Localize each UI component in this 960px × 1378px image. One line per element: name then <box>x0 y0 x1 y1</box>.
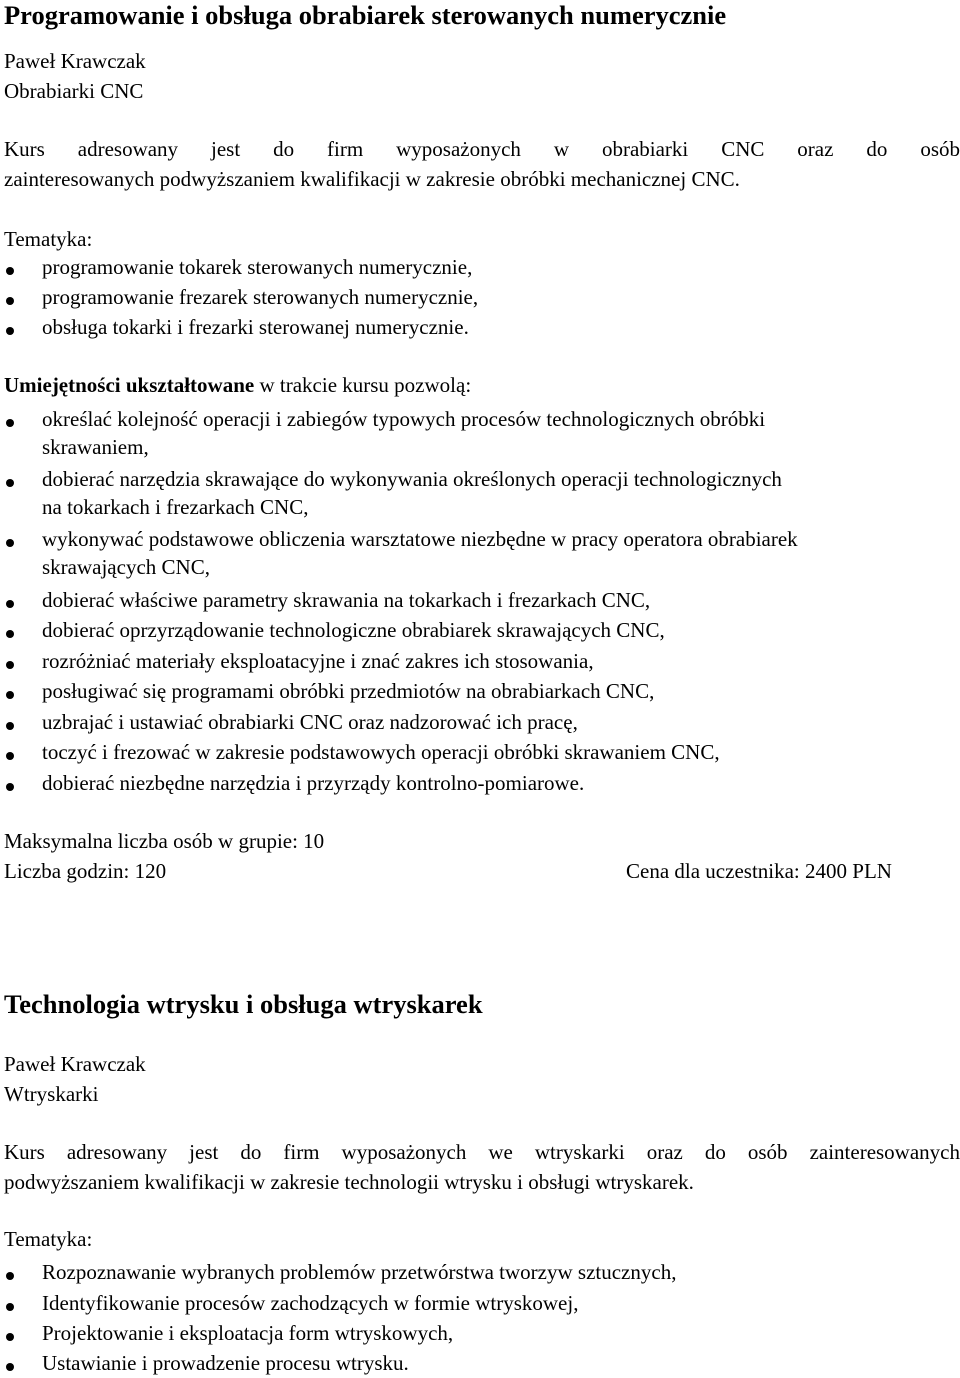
list-item: dobierać oprzyrządowanie technologiczne obrabiarek skrawających CNC, <box>42 618 665 642</box>
course1-skills-label <box>4 370 471 400</box>
bullet-icon <box>6 297 14 305</box>
bullet-icon <box>6 1333 14 1341</box>
list-item: programowanie frezarek sterowanych numerycznie, <box>42 285 479 309</box>
bullet-icon <box>6 783 14 791</box>
course2-category: Wtryskarki <box>4 1082 99 1106</box>
course2-title: Technologia wtrysku i obsługa wtryskarek <box>4 989 483 1019</box>
list-item: Projektowanie i eksploatacja form wtryskowych, <box>42 1321 454 1345</box>
course1-title: Programowanie i obsługa obrabiarek sterowanych numerycznie <box>4 0 727 30</box>
list-item: Identyfikowanie procesów zachodzących w formie wtryskowej, <box>42 1291 579 1315</box>
course1-max-group: Maksymalna liczba osób w grupie: 10 <box>4 829 325 853</box>
list-item: toczyć i frezować w zakresie podstawowych operacji obróbki skrawaniem CNC, <box>42 740 720 764</box>
bullet-icon <box>6 691 14 699</box>
list-item-continuation: skrawających CNC, <box>42 555 210 579</box>
list-item: dobierać niezbędne narzędzia i przyrządy kontrolno-pomiarowe. <box>42 771 585 795</box>
skills-label-rest: w trakcie kursu pozwolą: <box>254 373 472 397</box>
list-item: programowanie tokarek sterowanych numerycznie, <box>42 255 473 279</box>
list-item-continuation: na tokarkach i frezarkach CNC, <box>42 495 309 519</box>
bullet-icon <box>6 600 14 608</box>
course1-description-line: zainteresowanych podwyższaniem kwalifikacji w zakresie obróbki mechanicznej CNC. <box>4 167 740 191</box>
list-item: dobierać właściwe parametry skrawania na tokarkach i frezarkach CNC, <box>42 588 651 612</box>
bullet-icon <box>6 1303 14 1311</box>
bullet-icon <box>6 327 14 335</box>
list-item: posługiwać się programami obróbki przedmiotów na obrabiarkach CNC, <box>42 679 655 703</box>
course2-author: Paweł Krawczak <box>4 1052 146 1076</box>
list-item: rozróżniać materiały eksploatacyjne i znać zakres ich stosowania, <box>42 649 594 673</box>
course2-description-line: Kurs adresowany jest do firm wyposażonych we wtryskarki oraz do osób zainteresowanych <box>4 1140 960 1164</box>
list-item-continuation: skrawaniem, <box>42 435 149 459</box>
course1-category: Obrabiarki CNC <box>4 79 144 103</box>
list-item: dobierać narzędzia skrawające do wykonywania określonych operacji technologicznych <box>42 467 782 491</box>
bullet-icon <box>6 1363 14 1371</box>
course1-description-line: Kurs adresowany jest do firm wyposażonych w obrabiarki CNC oraz do osób <box>4 137 960 161</box>
bullet-icon <box>6 630 14 638</box>
course1-author: Paweł Krawczak <box>4 49 146 73</box>
bullet-icon <box>6 419 14 427</box>
course1-price: Cena dla uczestnika: 2400 PLN <box>626 859 892 883</box>
list-item: Rozpoznawanie wybranych problemów przetwórstwa tworzyw sztucznych, <box>42 1260 677 1284</box>
list-item: obsługa tokarki i frezarki sterowanej numerycznie. <box>42 315 469 339</box>
list-item: określać kolejność operacji i zabiegów typowych procesów technologicznych obróbki <box>42 407 766 431</box>
course2-topics-label: Tematyka: <box>4 1227 93 1251</box>
bullet-icon <box>6 267 14 275</box>
bullet-icon <box>6 661 14 669</box>
list-item: wykonywać podstawowe obliczenia warsztatowe niezbędne w pracy operatora obrabiarek <box>42 527 798 551</box>
course2-description-line: podwyższaniem kwalifikacji w zakresie technologii wtrysku i obsługi wtryskarek. <box>4 1170 694 1194</box>
course1-hours: Liczba godzin: 120 <box>4 859 167 883</box>
bullet-icon <box>6 1272 14 1280</box>
course1-topics-label: Tematyka: <box>4 227 93 251</box>
bullet-icon <box>6 539 14 547</box>
list-item: Ustawianie i prowadzenie procesu wtrysku. <box>42 1351 409 1375</box>
skills-label-bold: Umiejętności ukształtowane <box>4 373 255 397</box>
bullet-icon <box>6 479 14 487</box>
bullet-icon <box>6 752 14 760</box>
bullet-icon <box>6 722 14 730</box>
list-item: uzbrajać i ustawiać obrabiarki CNC oraz nadzorować ich pracę, <box>42 710 578 734</box>
